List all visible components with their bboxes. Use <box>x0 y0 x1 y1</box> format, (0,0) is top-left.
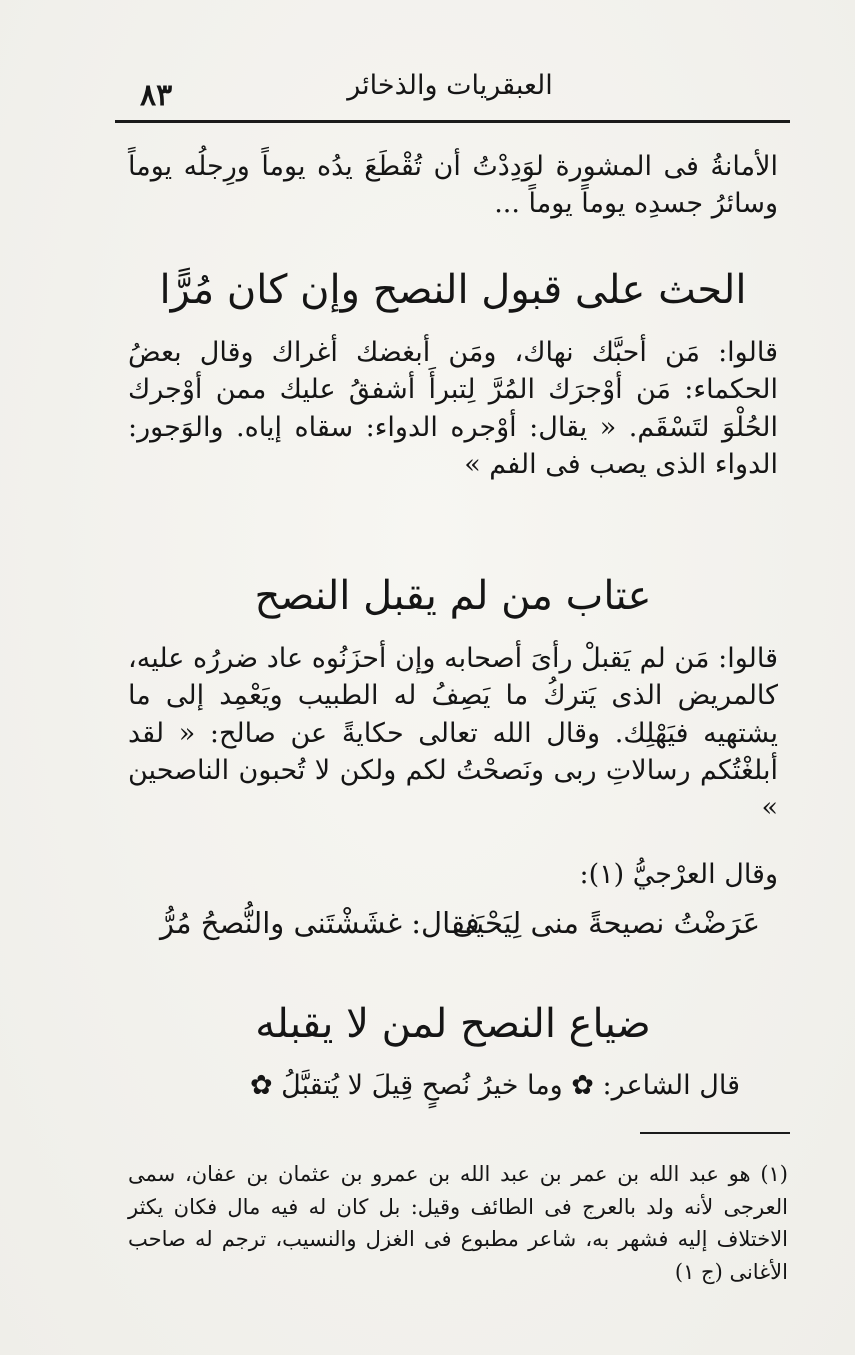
section-heading-reproach: عتاب من لم يقبل النصح <box>254 573 652 619</box>
footnote-rule <box>640 1132 790 1134</box>
verse-intro: وقال العرْجيُّ (١): <box>579 859 778 890</box>
paragraph-continued: الأمانةُ فى المشورة لوَدِدْتُ أن تُقْطَعَ يدُه يوماً ورِجلُه يوماً وسائرُ جسدِه يوماً يوماً ... <box>128 151 778 220</box>
paragraph-reproach: قالوا: مَن لم يَقبلْ رأىَ أصحابه وإن أحزَنُوه عاد ضررُه عليه، كالمريض الذى يَتركُ ما يَصِفُ له الطبيب ويَعْمِد إلى ما يشتهيه فيَهْلِك. وقال الله تعالى حكايةً عن صالح: « لقد أبلغْتُكم رسالاتِ ربى ونَصحْتُ لكم ولكن لا تُحبون الناصحين » <box>128 643 778 823</box>
verse-hemistich-second: فقال: غشَشْتَنى والنُّصحُ مُرُّ <box>160 906 480 940</box>
running-title: العبقريات والذخائر <box>347 70 553 101</box>
paragraph-accepting-advice: قالوا: مَن أحبَّك نهاك، ومَن أبغضك أغراك وقال بعضُ الحكماء: مَن أوْجرَك المُرَّ لِتبرأَ أشفقُ عليك ممن أوْجرك الحُلْوَ لتَسْقَم. « يقال: أوْجره الدواء: سقاه إياه. والوَجور: الدواء الذى يصب فى الفم » <box>128 337 778 480</box>
page-number: ٨٣ <box>140 78 173 113</box>
section-heading-wasted-advice: ضياع النصح لمن لا يقبله <box>255 1001 651 1047</box>
header-rule <box>115 120 790 123</box>
verse-hemistich-first: عَرَضْتُ نصيحةً منى لِيَحْيَى <box>452 906 760 940</box>
poet-verse: قال الشاعر: ✿ وما خيرُ نُصحٍ قِيلَ لا يُتقبَّلُ ✿ <box>249 1070 740 1101</box>
section-heading-accepting-advice: الحث على قبول النصح وإن كان مُرًّا <box>159 267 747 313</box>
footnote: (١) هو عبد الله بن عمر بن عبد الله بن عمرو بن عثمان بن عفان، سمى العرجى لأنه ولد بالعرج فى الطائف وقيل: بل كان له فيه مال فكان يكثر الاختلاف إليه فشهر به، شاعر مطبوع فى الغزل والنسيب، ترجم له صاحب الأغانى (ج ١) <box>128 1162 788 1284</box>
